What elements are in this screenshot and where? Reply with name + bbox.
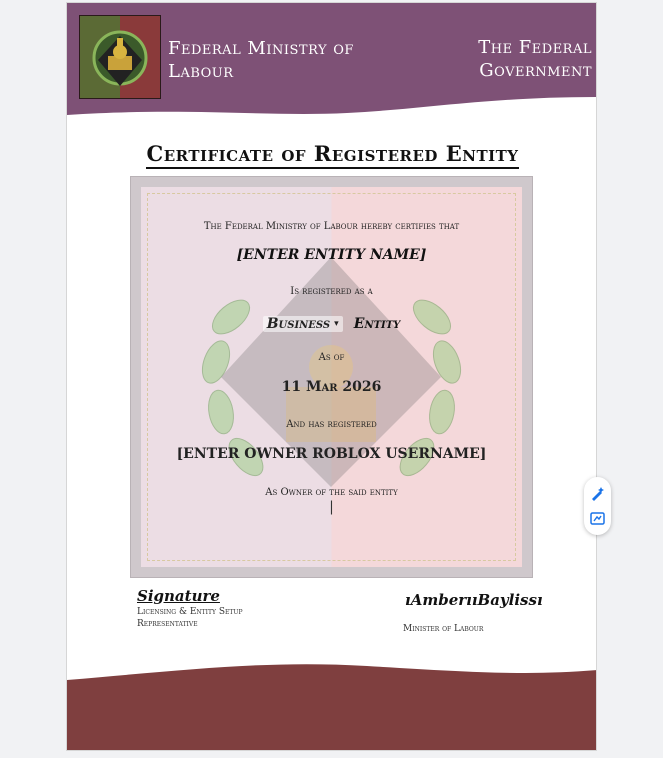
left-signature-role	[137, 606, 287, 630]
ministry-line2: Labour	[168, 61, 234, 82]
registered-as-text: Is registered as a	[290, 286, 373, 297]
certificate-panel	[131, 177, 532, 577]
side-toolbar	[584, 477, 611, 535]
minister-signature: ıAmberııBaylissı	[405, 591, 543, 609]
left-signature: Signature	[137, 587, 220, 605]
left-role-line1: Licensing & Entity Setup	[137, 607, 243, 617]
certificate-title: Certificate of Registered Entity	[67, 141, 597, 166]
as-of-text: As of	[318, 352, 345, 363]
certifies-text: The Federal Ministry of Labour hereby certifies that	[203, 221, 460, 232]
text-cursor: |	[329, 499, 334, 515]
chevron-down-icon: ▾	[334, 319, 339, 329]
document-page	[66, 2, 597, 751]
entity-type-row	[141, 313, 522, 332]
gov-line2: Government	[479, 60, 592, 81]
ministry-name	[168, 37, 388, 83]
and-registered-text: And has registered	[286, 419, 377, 430]
left-role-line2: Representative	[137, 619, 198, 629]
footer-band	[67, 658, 597, 750]
coat-of-arms-emblem	[79, 15, 161, 99]
entity-name-field[interactable]: [ENTER ENTITY NAME]	[236, 247, 427, 263]
entity-type-dropdown[interactable]	[263, 316, 343, 332]
date-field[interactable]: 11 Mar 2026	[281, 379, 382, 395]
minister-role: Minister of Labour	[403, 624, 484, 634]
entity-type-value: Business	[266, 316, 331, 332]
owner-username-field[interactable]: [ENTER OWNER ROBLOX USERNAME]	[176, 446, 487, 462]
government-name	[432, 36, 592, 82]
signature-edit-icon[interactable]	[589, 510, 606, 527]
gov-line1: The Federal	[478, 37, 592, 58]
ministry-line1: Federal Ministry of	[168, 38, 354, 59]
owner-of-text: As Owner of the said entity	[265, 487, 398, 498]
entity-word: Entity	[353, 316, 401, 332]
magic-pen-icon[interactable]	[589, 485, 606, 502]
